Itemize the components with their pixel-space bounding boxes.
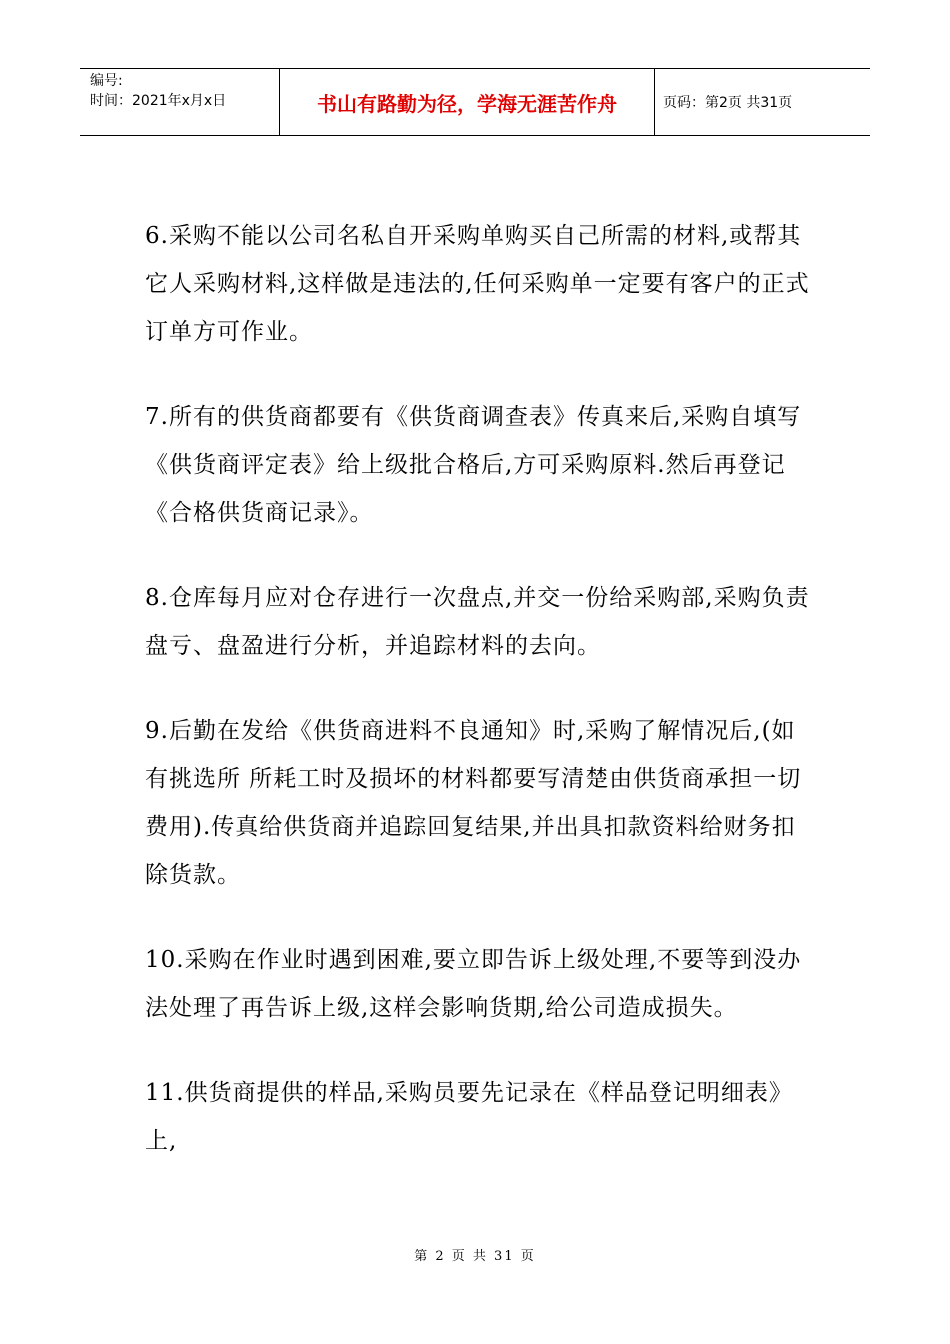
document-body [145, 212, 810, 1202]
header-motto-cell [280, 69, 655, 135]
paragraph-item-9: 9.后勤在发给《供货商进料不良通知》时,采购了解情况后,(如有挑选所 所耗工时及损坏的材料都要写清楚由供货商承担一切费用).传真给供货商并追踪回复结果,并出具扣款资料给财务扣除货款。 [145, 718, 802, 888]
motto-text: 书山有路勤为径，学海无涯苦作舟 [317, 91, 617, 116]
header-page-cell [655, 69, 870, 135]
page-footer [0, 1245, 950, 1264]
paragraph-item-10: 10.采购在作业时遇到困难,要立即告诉上级处理,不要等到没办法处理了再告诉上级,这样会影响货期,给公司造成损失。 [145, 947, 802, 1021]
page-info: 页码：第2页 共31页 [663, 95, 793, 111]
footer-page-number: 第 2 页 共 31 页 [414, 1249, 536, 1264]
paragraph-item-6: 6.采购不能以公司名私自开采购单购买自己所需的材料,或帮其它人采购材料,这样做是违法的,任何采购单一定要有客户的正式订单方可作业。 [145, 223, 810, 345]
paragraph-item-8: 8.仓库每月应对仓存进行一次盘点,并交一份给采购部,采购负责盘亏、盘盈进行分析，并追踪材料的去向。 [145, 585, 810, 659]
doc-number-label: 编号: [90, 73, 123, 89]
page-header [80, 68, 870, 136]
date-line: 时间：2021年x月x日 [90, 93, 227, 109]
paragraph-item-7: 7.所有的供货商都要有《供货商调查表》传真来后,采购自填写《供货商评定表》给上级批合格后,方可采购原料.然后再登记《合格供货商记录》。 [145, 404, 802, 526]
paragraph-item-11: 11.供货商提供的样品,采购员要先记录在《样品登记明细表》上, [145, 1080, 793, 1154]
header-meta-cell [80, 69, 280, 135]
